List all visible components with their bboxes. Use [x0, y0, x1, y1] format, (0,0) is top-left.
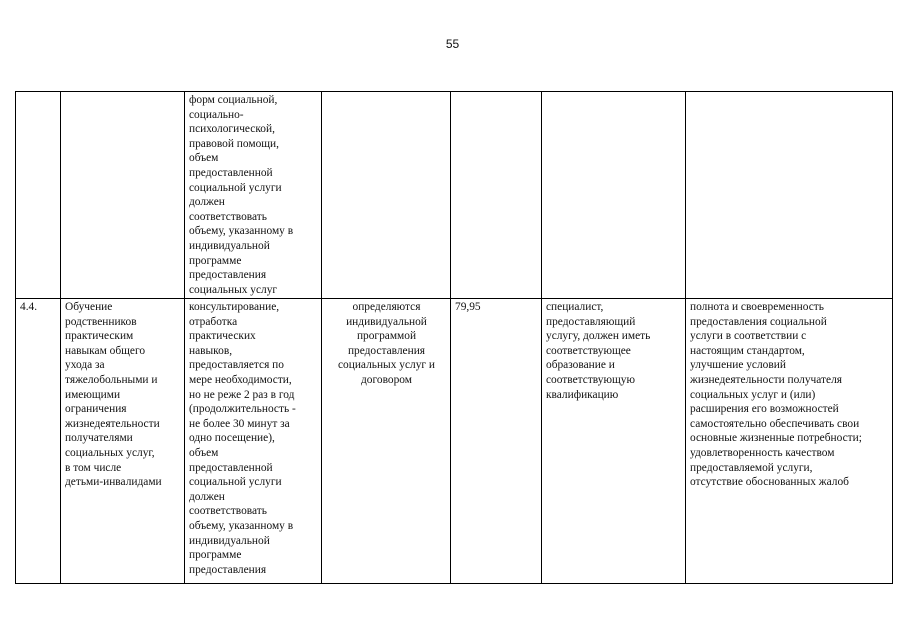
description-line: соответствовать [189, 210, 267, 223]
quality-line: расширения его возможностей [690, 403, 839, 416]
service-name-line: навыкам общего [65, 344, 146, 357]
description-line: навыков, [189, 344, 233, 357]
price-value: 79,95 [455, 301, 481, 313]
cell-number [16, 92, 61, 299]
row-number: 4.4. [20, 301, 38, 313]
terms-line: индивидуальной [346, 315, 427, 328]
quality-line: полнота и своевременность [690, 301, 824, 313]
service-name-line: имеющими [65, 388, 121, 401]
terms-line: программой [356, 330, 417, 343]
quality-line: отсутствие обоснованных жалоб [690, 476, 849, 489]
terms-line: определяются [352, 301, 421, 313]
description-line: но не реже 2 раз в год [189, 388, 295, 401]
cell-service-name [61, 299, 185, 584]
terms-line: социальных услуг и [337, 359, 435, 372]
service-name-line: в том числе [65, 461, 122, 474]
conditions-line: соответствующую [546, 373, 635, 386]
cell-quality-indicators [686, 92, 893, 299]
cell-number [16, 299, 61, 584]
description-line: отработка [189, 315, 238, 328]
quality-line: предоставления социальной [690, 315, 827, 328]
terms-line: предоставления [347, 344, 426, 357]
quality-line: улучшение условий [690, 359, 786, 372]
quality-line: жизнедеятельности получателя [690, 373, 842, 386]
service-name-line: социальных услуг, [65, 446, 155, 459]
description-line: предоставленной [189, 166, 273, 179]
service-name-line: ограничения [65, 403, 127, 416]
cell-terms [322, 92, 451, 299]
description-line: (продолжительность - [189, 403, 296, 416]
description-line: предоставленной [189, 461, 273, 474]
service-name-line: ухода за [65, 359, 105, 372]
quality-line: настоящим стандартом, [690, 344, 805, 357]
conditions-line: предоставляющий [546, 315, 636, 328]
cell-service-description [185, 299, 322, 584]
table-row-4-4 [16, 299, 893, 584]
service-name-line: детьми-инвалидами [65, 476, 162, 489]
quality-line: самостоятельно обеспечивать свои [690, 417, 860, 430]
description-line: социальной услуги [189, 181, 282, 194]
description-line: правовой помощи, [189, 137, 279, 150]
conditions-line: соответствующее [546, 344, 631, 357]
description-line: предоставляется по [189, 359, 284, 372]
service-standard-table [15, 91, 893, 584]
description-line: форм социальной, [189, 94, 278, 106]
quality-line: основные жизненные потребности; [690, 432, 862, 445]
service-name-line: тяжелобольными и [65, 373, 158, 386]
description-line: соответствовать [189, 505, 267, 518]
service-name-line: Обучение [65, 301, 113, 313]
quality-line: удовлетворенность качеством [690, 446, 835, 459]
cell-service-description [185, 92, 322, 299]
description-line: практических [189, 330, 256, 343]
quality-line: социальных услуг и (или) [690, 388, 816, 401]
description-line: объему, указанному в [189, 225, 294, 238]
description-line: индивидуальной [189, 239, 270, 252]
conditions-line: образование и [546, 359, 615, 372]
quality-line: услуги в соответствии с [690, 330, 807, 343]
quality-line: предоставляемой услуги, [690, 461, 813, 474]
conditions-line: услугу, должен иметь [546, 330, 651, 343]
description-line: предоставления [189, 269, 267, 282]
cell-service-name [61, 92, 185, 299]
description-line: социально- [189, 108, 244, 121]
terms-line: договором [361, 373, 412, 386]
service-name-line: родственников [65, 315, 137, 328]
conditions-line: специалист, [546, 301, 604, 313]
description-line: программе [189, 549, 242, 562]
description-line: объему, указанному в [189, 519, 294, 532]
cell-conditions [542, 299, 686, 584]
cell-conditions [542, 92, 686, 299]
table-row-continuation [16, 92, 893, 299]
description-line: социальной услуги [189, 476, 282, 489]
service-name-line: жизнедеятельности [65, 417, 160, 430]
description-line: программе [189, 254, 242, 267]
page-number: 55 [445, 37, 460, 51]
description-line: предоставления [189, 563, 267, 576]
description-line: объем [189, 446, 219, 459]
description-line: консультирование, [189, 301, 280, 313]
cell-price [451, 92, 542, 299]
description-line: индивидуальной [189, 534, 270, 547]
description-line: мере необходимости, [189, 373, 292, 386]
cell-quality-indicators [686, 299, 893, 584]
description-line: должен [189, 196, 225, 209]
description-line: объем [189, 152, 219, 165]
description-line: не более 30 минут за [189, 417, 290, 430]
service-name-line: получателями [65, 432, 133, 445]
description-line: должен [189, 490, 225, 503]
description-line: психологической, [189, 123, 275, 136]
description-line: одно посещение), [189, 432, 275, 445]
conditions-line: квалификацию [546, 388, 619, 401]
cell-price [451, 299, 542, 584]
cell-terms [322, 299, 451, 584]
description-line: социальных услуг [189, 283, 278, 296]
service-name-line: практическим [65, 330, 134, 343]
